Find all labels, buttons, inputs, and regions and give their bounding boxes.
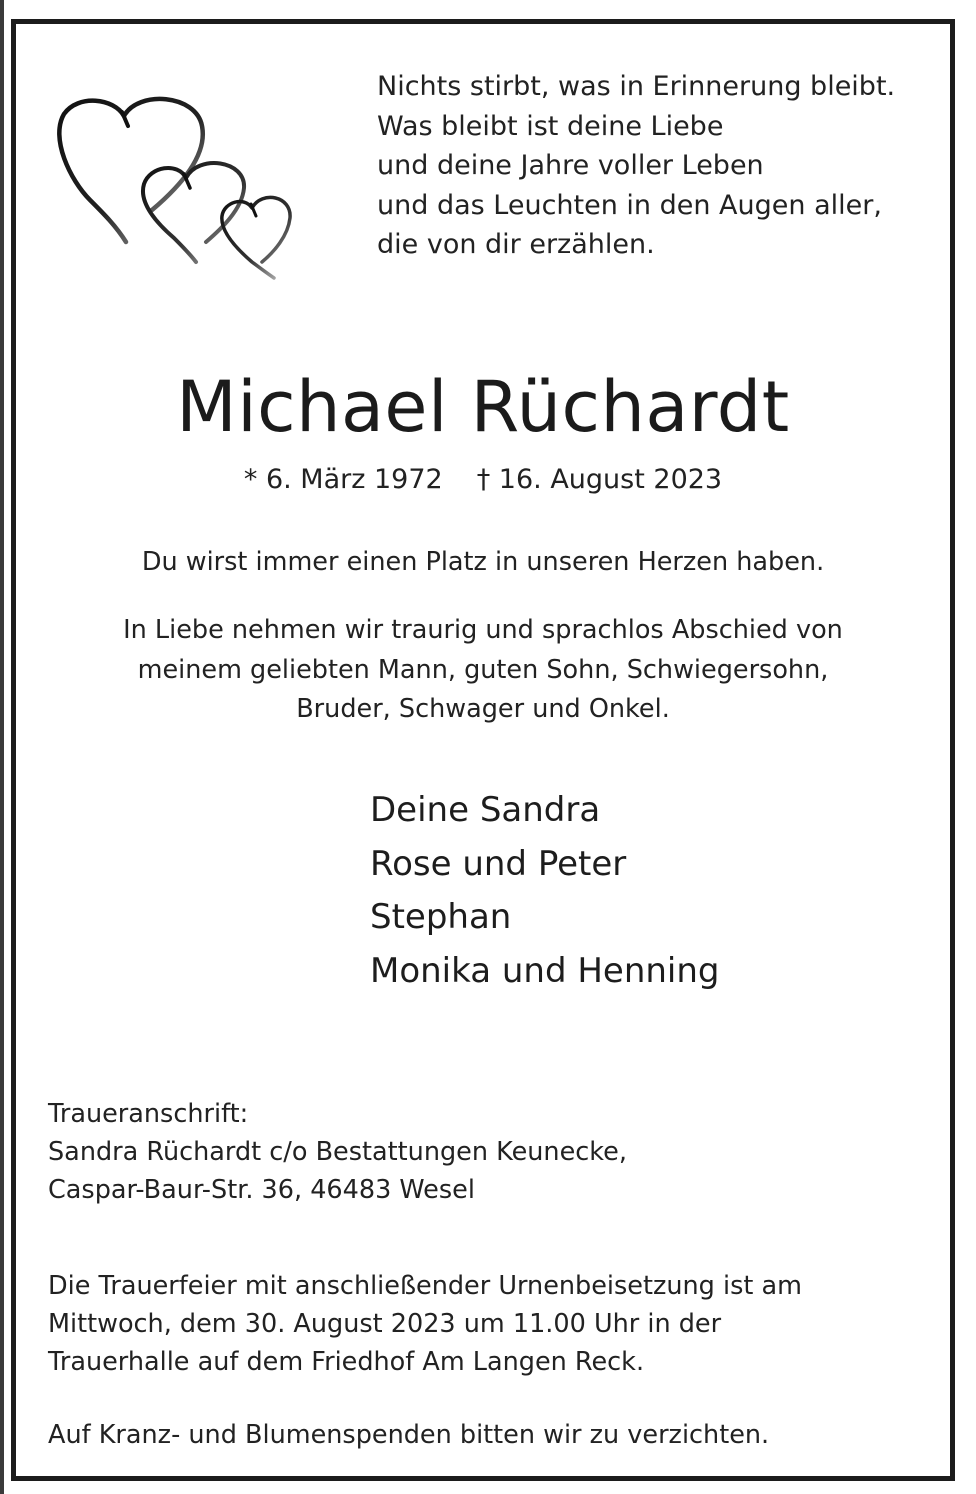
ceremony-details — [48, 1267, 802, 1381]
heart-sentence: Du wirst immer einen Platz in unseren Herzen haben. — [141, 547, 825, 577]
three-hearts-icon — [56, 92, 296, 282]
farewell-line: Bruder, Schwager und Onkel. — [296, 694, 670, 724]
quote-line: und deine Jahre voller Leben — [377, 150, 764, 181]
left-edge-strip — [0, 0, 4, 1494]
farewell-text — [0, 611, 966, 730]
condolence-address — [48, 1095, 627, 1209]
death-date: † 16. August 2023 — [476, 464, 723, 495]
birth-date: * 6. März 1972 — [243, 464, 443, 495]
quote-line: Was bleibt ist deine Liebe — [377, 110, 724, 142]
ceremony-line: Die Trauerfeier mit anschließender Urnenbeisetzung ist am — [48, 1271, 802, 1301]
farewell-line: meinem geliebten Mann, guten Sohn, Schwiegersohn, — [137, 654, 829, 685]
family-name: Rose und Peter — [370, 843, 627, 884]
address-line: Sandra Rüchardt c/o Bestattungen Keunecke, — [48, 1137, 627, 1167]
ceremony-line: Trauerhalle auf dem Friedhof Am Langen Reck. — [48, 1347, 645, 1377]
address-line: Traueranschrift: — [48, 1099, 249, 1129]
quote-line: Nichts stirbt, was in Erinnerung bleibt. — [377, 71, 896, 102]
family-signatures — [370, 784, 720, 998]
small-heart — [222, 197, 290, 278]
deceased-name: Michael Rüchardt — [176, 366, 790, 448]
flowers-note: Auf Kranz- und Blumenspenden bitten wir zu verzichten. — [48, 1420, 770, 1450]
family-name: Stephan — [370, 897, 512, 937]
ceremony-line: Mittwoch, dem 30. August 2023 um 11.00 Uhr in der — [48, 1309, 722, 1339]
life-dates — [0, 462, 966, 498]
address-line: Caspar-Baur-Str. 36, 46483 Wesel — [48, 1175, 475, 1205]
quote-line: die von dir erzählen. — [377, 229, 655, 260]
farewell-line: In Liebe nehmen wir traurig und sprachlos Abschied von — [123, 615, 843, 645]
medium-heart — [143, 163, 244, 262]
memorial-quote — [377, 67, 947, 265]
family-name: Deine Sandra — [370, 790, 601, 830]
family-name: Monika und Henning — [370, 950, 720, 991]
quote-line: und das Leuchten in den Augen aller, — [377, 189, 882, 221]
